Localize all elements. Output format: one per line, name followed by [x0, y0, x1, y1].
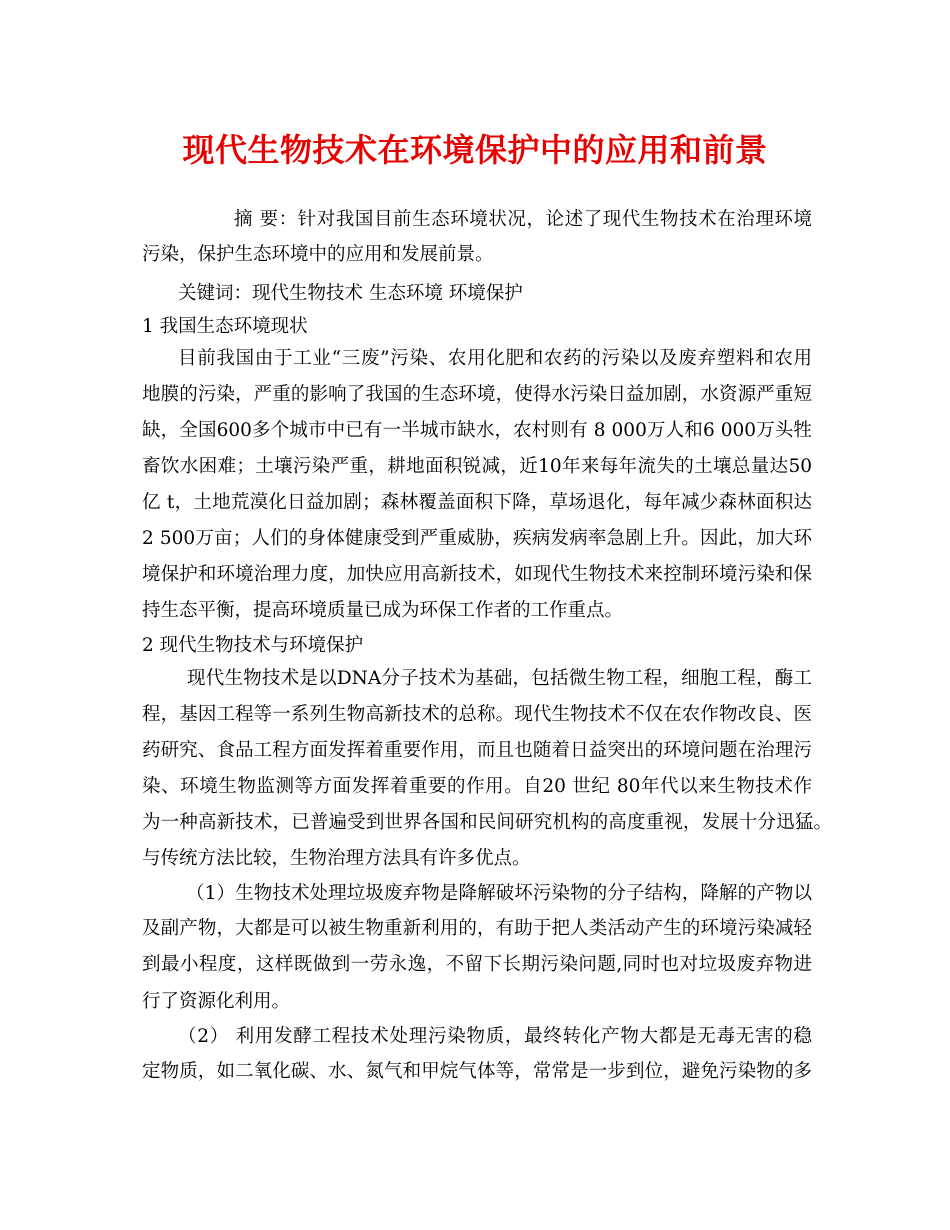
paragraph-line: 缺，全国600多个城市中已有一半城市缺水，农村则有 8 000万人和6 000万头牲: [142, 420, 812, 441]
document-title: 现代生物技术在环境保护中的应用和前景: [182, 131, 768, 169]
paragraph-line: 药研究、食品工程方面发挥着重要作用，而且也随着日益突出的环境问题在治理污: [142, 740, 812, 761]
paragraph-line: 地膜的污染，严重的影响了我国的生态环境，使得水污染日益加剧，水资源严重短: [142, 384, 812, 405]
paragraph-line: 为一种高新技术，已普遍受到世界各国和民间研究机构的高度重视，发展十分迅猛。: [142, 812, 832, 833]
keywords-line: 关键词：现代生物技术 生态环境 环境保护: [178, 283, 523, 304]
list-item-line: 行了资源化利用。: [142, 991, 291, 1012]
paragraph-line: 程，基因工程等一系列生物高新技术的总称。现代生物技术不仅在农作物改良、医: [142, 704, 812, 725]
list-item-line: 到最小程度，这样既做到一劳永逸，不留下长期污染问题,同时也对垃圾废弃物进: [142, 954, 812, 975]
paragraph-line: 目前我国由于工业“三废”污染、农用化肥和农药的污染以及废弃塑料和农用: [178, 348, 812, 369]
paragraph-line: 2 500万亩；人们的身体健康受到严重威胁，疾病发病率急剧上升。因此，加大环: [142, 528, 812, 549]
list-item-line: （1）生物技术处理垃圾废弃物是降解破坏污染物的分子结构，降解的产物以: [186, 883, 812, 904]
paragraph-line: 现代生物技术是以DNA分子技术为基础，包括微生物工程，细胞工程，酶工: [187, 668, 812, 689]
abstract-line: 摘 要：针对我国目前生态环境状况，论述了现代生物技术在治理环境: [234, 209, 812, 230]
paragraph-line: 境保护和环境治理力度，加快应用高新技术，如现代生物技术来控制环境污染和保: [142, 564, 812, 585]
paragraph-line: 畜饮水困难；土壤污染严重，耕地面积锐减，近10年来每年流失的土壤总量达50: [142, 456, 812, 477]
paragraph-line: 与传统方法比较，生物治理方法具有许多优点。: [142, 848, 531, 869]
list-item-line: 定物质，如二氧化碳、水、氮气和甲烷气体等，常常是一步到位，避免污染物的多: [142, 1061, 812, 1082]
abstract-line: 污染，保护生态环境中的应用和发展前景。: [142, 244, 494, 265]
paragraph-line: 亿 t，土地荒漠化日益加剧；森林覆盖面积下降，草场退化，每年减少森林面积达: [142, 492, 812, 513]
list-item-line: 及副产物，大都是可以被生物重新利用的，有助于把人类活动产生的环境污染减轻: [142, 918, 812, 939]
section-heading-2: 2 现代生物技术与环境保护: [142, 635, 364, 656]
list-item-line: （2） 利用发酵工程技术处理污染物质，最终转化产物大都是无毒无害的稳: [178, 1026, 812, 1047]
section-heading-1: 1 我国生态环境现状: [142, 316, 308, 337]
paragraph-line: 持生态平衡，提高环境质量已成为环保工作者的工作重点。: [142, 600, 624, 621]
paragraph-line: 染、环境生物监测等方面发挥着重要的作用。自20 世纪 80年代以来生物技术作: [142, 776, 812, 797]
